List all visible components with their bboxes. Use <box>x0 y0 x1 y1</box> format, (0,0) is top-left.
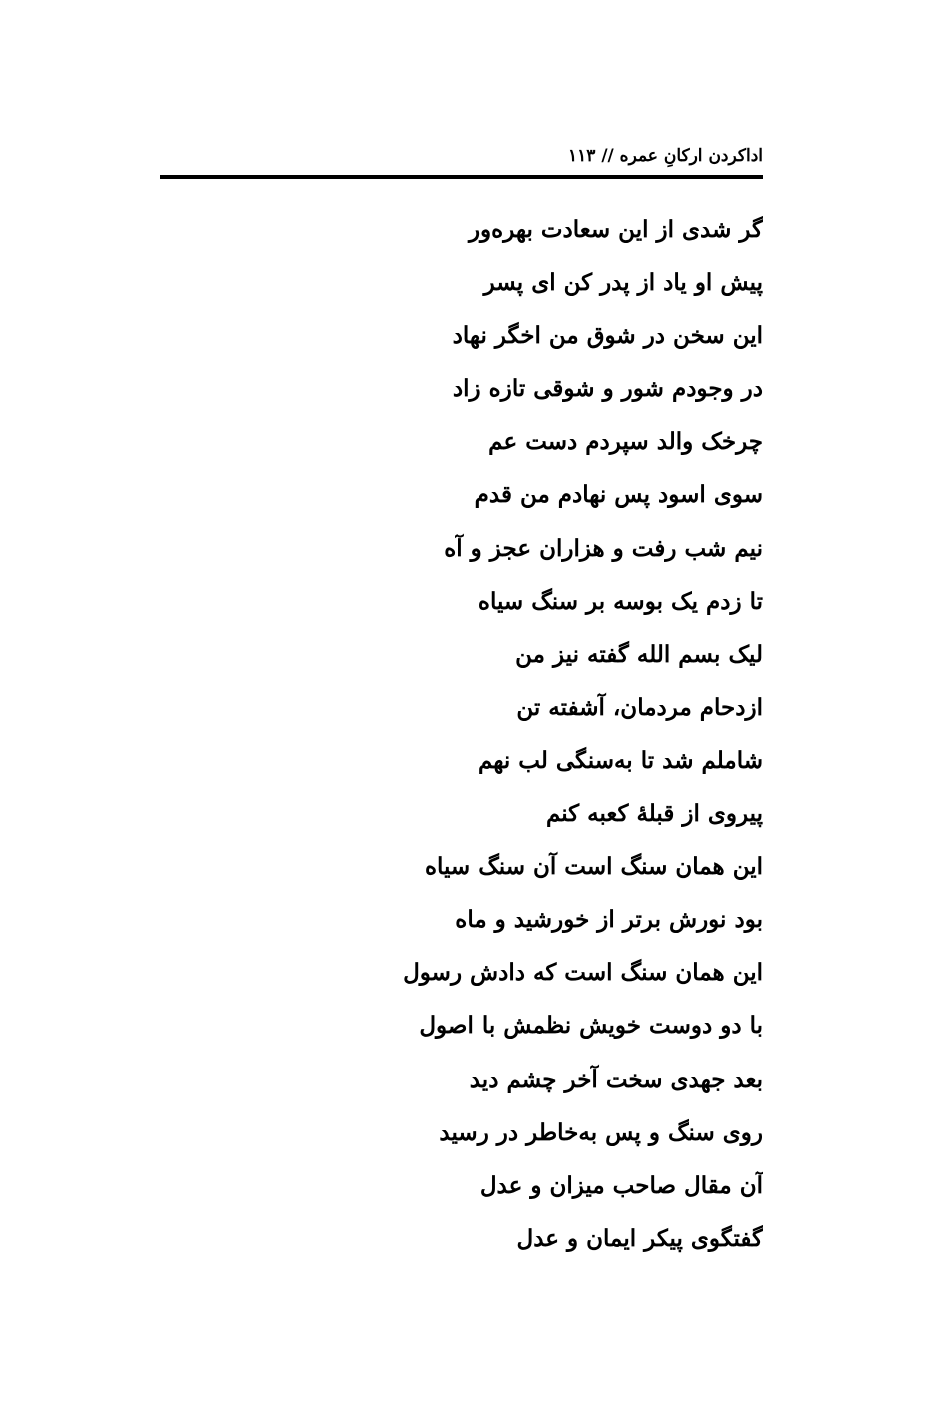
verse-line: سوی اسود پس نهادم من قدم <box>474 481 763 509</box>
verse-line: لیک بسم الله گفته نیز من <box>515 640 763 668</box>
verse-line: چرخک والد سپردم دست عم <box>488 428 763 456</box>
verse-line: با دو دوست خویش نظمش با اصول <box>419 1012 763 1040</box>
verse-line: تا زدم یک بوسه بر سنگ سیاه <box>477 587 763 615</box>
verse-line: در وجودم شور و شوقی تازه زاد <box>452 375 763 403</box>
verse-line: نیم شب رفت و هزاران عجز و آه <box>444 534 763 562</box>
verse-line: این همان سنگ است آن سنگ سیاه <box>424 853 763 881</box>
verse-line: این سخن در شوق من اخگر نهاد <box>452 322 763 350</box>
verse-line: گر شدی از این سعادت بهره‌ور <box>468 216 763 243</box>
running-header: اداکردن ارکانِ عمره // ۱۱۳ <box>568 146 763 166</box>
verse-line: پیروی از قبلهٔ کعبه کنم <box>545 800 763 828</box>
verse-line: روی سنگ و پس به‌خاطر در رسید <box>439 1118 763 1146</box>
header-divider <box>160 175 763 179</box>
verse-line: آن مقال صاحب میزان و عدل <box>479 1171 763 1199</box>
verse-line: شاملم شد تا به‌سنگی لب نهم <box>477 746 763 774</box>
poem-verses <box>163 203 763 1265</box>
verse-line: بعد جهدی سخت آخر چشم دید <box>469 1065 763 1093</box>
verse-line: پیش او یاد از پدر کن ای پسر <box>483 269 763 297</box>
verse-line: ازدحام مردمان، آشفته تن <box>516 693 763 721</box>
verse-line: بود نورش برتر از خورشید و ماه <box>455 906 763 934</box>
verse-line: گفتگوی پیکر ایمان و عدل <box>516 1224 763 1252</box>
verse-line: این همان سنگ است که دادش رسول <box>403 959 763 987</box>
